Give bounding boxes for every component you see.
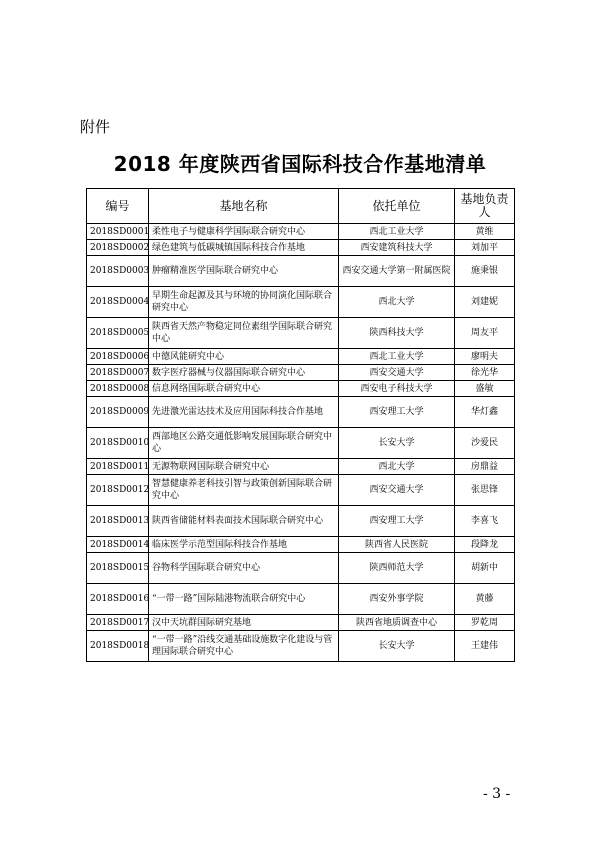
cell-unit: 陕西省地质调查中心 <box>339 615 455 631</box>
cell-name: 陕西省储能材料表面技术国际联合研究中心 <box>149 506 339 537</box>
base-list-table <box>86 188 515 662</box>
table-row <box>87 553 515 584</box>
cell-code: 2018SD0012 <box>87 475 149 506</box>
table-row <box>87 397 515 428</box>
cell-person: 周友平 <box>455 318 515 349</box>
cell-code: 2018SD0008 <box>87 381 149 397</box>
table-row <box>87 365 515 381</box>
page-number: - 3 - <box>483 786 511 802</box>
cell-code: 2018SD0010 <box>87 428 149 459</box>
table-row <box>87 381 515 397</box>
cell-unit: 陕西省人民医院 <box>339 537 455 553</box>
cell-person: 罗乾周 <box>455 615 515 631</box>
cell-unit: 陕西师范大学 <box>339 553 455 584</box>
cell-name: 绿色建筑与低碳城镇国际科技合作基地 <box>149 240 339 256</box>
cell-name: 临床医学示范型国际科技合作基地 <box>149 537 339 553</box>
cell-code: 2018SD0006 <box>87 349 149 365</box>
cell-name: 汉中天坑群国际研究基地 <box>149 615 339 631</box>
cell-name: 早期生命起源及其与环境的协同演化国际联合研究中心 <box>149 287 339 318</box>
cell-unit: 西北大学 <box>339 287 455 318</box>
cell-person: 张思锋 <box>455 475 515 506</box>
cell-unit: 西安交通大学第一附属医院 <box>339 256 455 287</box>
table-row <box>87 475 515 506</box>
cell-name: 西部地区公路交通低影响发展国际联合研究中心 <box>149 428 339 459</box>
cell-person: 段降龙 <box>455 537 515 553</box>
cell-unit: 西安理工大学 <box>339 397 455 428</box>
cell-code: 2018SD0015 <box>87 553 149 584</box>
cell-code: 2018SD0007 <box>87 365 149 381</box>
document-title: 2018 年度陕西省国际科技合作基地清单 <box>113 152 487 176</box>
cell-name: 智慧健康养老科技引智与政策创新国际联合研究中心 <box>149 475 339 506</box>
table-row <box>87 428 515 459</box>
cell-code: 2018SD0018 <box>87 631 149 662</box>
annex-label: 附件 <box>80 118 111 136</box>
cell-person: 廖明夫 <box>455 349 515 365</box>
cell-name: “一带一路”沿线交通基础设施数字化建设与管理国际联合研究中心 <box>149 631 339 662</box>
cell-name: 谷物科学国际联合研究中心 <box>149 553 339 584</box>
cell-person: 刘建妮 <box>455 287 515 318</box>
header-person: 基地负责人 <box>455 189 515 224</box>
cell-person: 施秉银 <box>455 256 515 287</box>
cell-name: “一带一路”国际陆港物流联合研究中心 <box>149 584 339 615</box>
cell-name: 无源物联网国际联合研究中心 <box>149 459 339 475</box>
cell-code: 2018SD0003 <box>87 256 149 287</box>
table-row <box>87 224 515 240</box>
cell-name: 肿瘤精准医学国际联合研究中心 <box>149 256 339 287</box>
cell-person: 黄维 <box>455 224 515 240</box>
cell-code: 2018SD0016 <box>87 584 149 615</box>
cell-unit: 西安外事学院 <box>339 584 455 615</box>
cell-person: 王建伟 <box>455 631 515 662</box>
cell-person: 刘加平 <box>455 240 515 256</box>
header-name: 基地名称 <box>149 189 339 224</box>
table-header-row <box>87 189 515 224</box>
table-row <box>87 615 515 631</box>
cell-person: 盛敏 <box>455 381 515 397</box>
cell-unit: 陕西科技大学 <box>339 318 455 349</box>
table-row <box>87 459 515 475</box>
cell-person: 沙爱民 <box>455 428 515 459</box>
cell-code: 2018SD0004 <box>87 287 149 318</box>
cell-name: 数字医疗器械与仪器国际联合研究中心 <box>149 365 339 381</box>
cell-code: 2018SD0002 <box>87 240 149 256</box>
cell-person: 房鼎益 <box>455 459 515 475</box>
cell-name: 信息网络国际联合研究中心 <box>149 381 339 397</box>
cell-unit: 西安交通大学 <box>339 475 455 506</box>
table-row <box>87 256 515 287</box>
cell-code: 2018SD0009 <box>87 397 149 428</box>
cell-unit: 西安理工大学 <box>339 506 455 537</box>
table-row <box>87 506 515 537</box>
table-row <box>87 318 515 349</box>
cell-person: 李喜飞 <box>455 506 515 537</box>
table-row <box>87 584 515 615</box>
table-row <box>87 349 515 365</box>
cell-code: 2018SD0014 <box>87 537 149 553</box>
cell-name: 先进激光雷达技术及应用国际科技合作基地 <box>149 397 339 428</box>
cell-unit: 西北工业大学 <box>339 349 455 365</box>
cell-name: 柔性电子与健康科学国际联合研究中心 <box>149 224 339 240</box>
cell-person: 徐光华 <box>455 365 515 381</box>
cell-code: 2018SD0011 <box>87 459 149 475</box>
cell-unit: 西安交通大学 <box>339 365 455 381</box>
cell-code: 2018SD0001 <box>87 224 149 240</box>
cell-code: 2018SD0017 <box>87 615 149 631</box>
cell-unit: 西安建筑科技大学 <box>339 240 455 256</box>
cell-person: 黄藤 <box>455 584 515 615</box>
cell-unit: 长安大学 <box>339 428 455 459</box>
cell-name: 陕西省天然产物稳定同位素组学国际联合研究中心 <box>149 318 339 349</box>
cell-unit: 西北大学 <box>339 459 455 475</box>
cell-name: 中德风能研究中心 <box>149 349 339 365</box>
table-row <box>87 240 515 256</box>
table-row <box>87 631 515 662</box>
header-unit: 依托单位 <box>339 189 455 224</box>
table-row <box>87 287 515 318</box>
cell-unit: 长安大学 <box>339 631 455 662</box>
table-row <box>87 537 515 553</box>
cell-code: 2018SD0013 <box>87 506 149 537</box>
header-code: 编号 <box>87 189 149 224</box>
cell-unit: 西北工业大学 <box>339 224 455 240</box>
cell-person: 华灯鑫 <box>455 397 515 428</box>
cell-code: 2018SD0005 <box>87 318 149 349</box>
cell-unit: 西安电子科技大学 <box>339 381 455 397</box>
cell-person: 胡新中 <box>455 553 515 584</box>
